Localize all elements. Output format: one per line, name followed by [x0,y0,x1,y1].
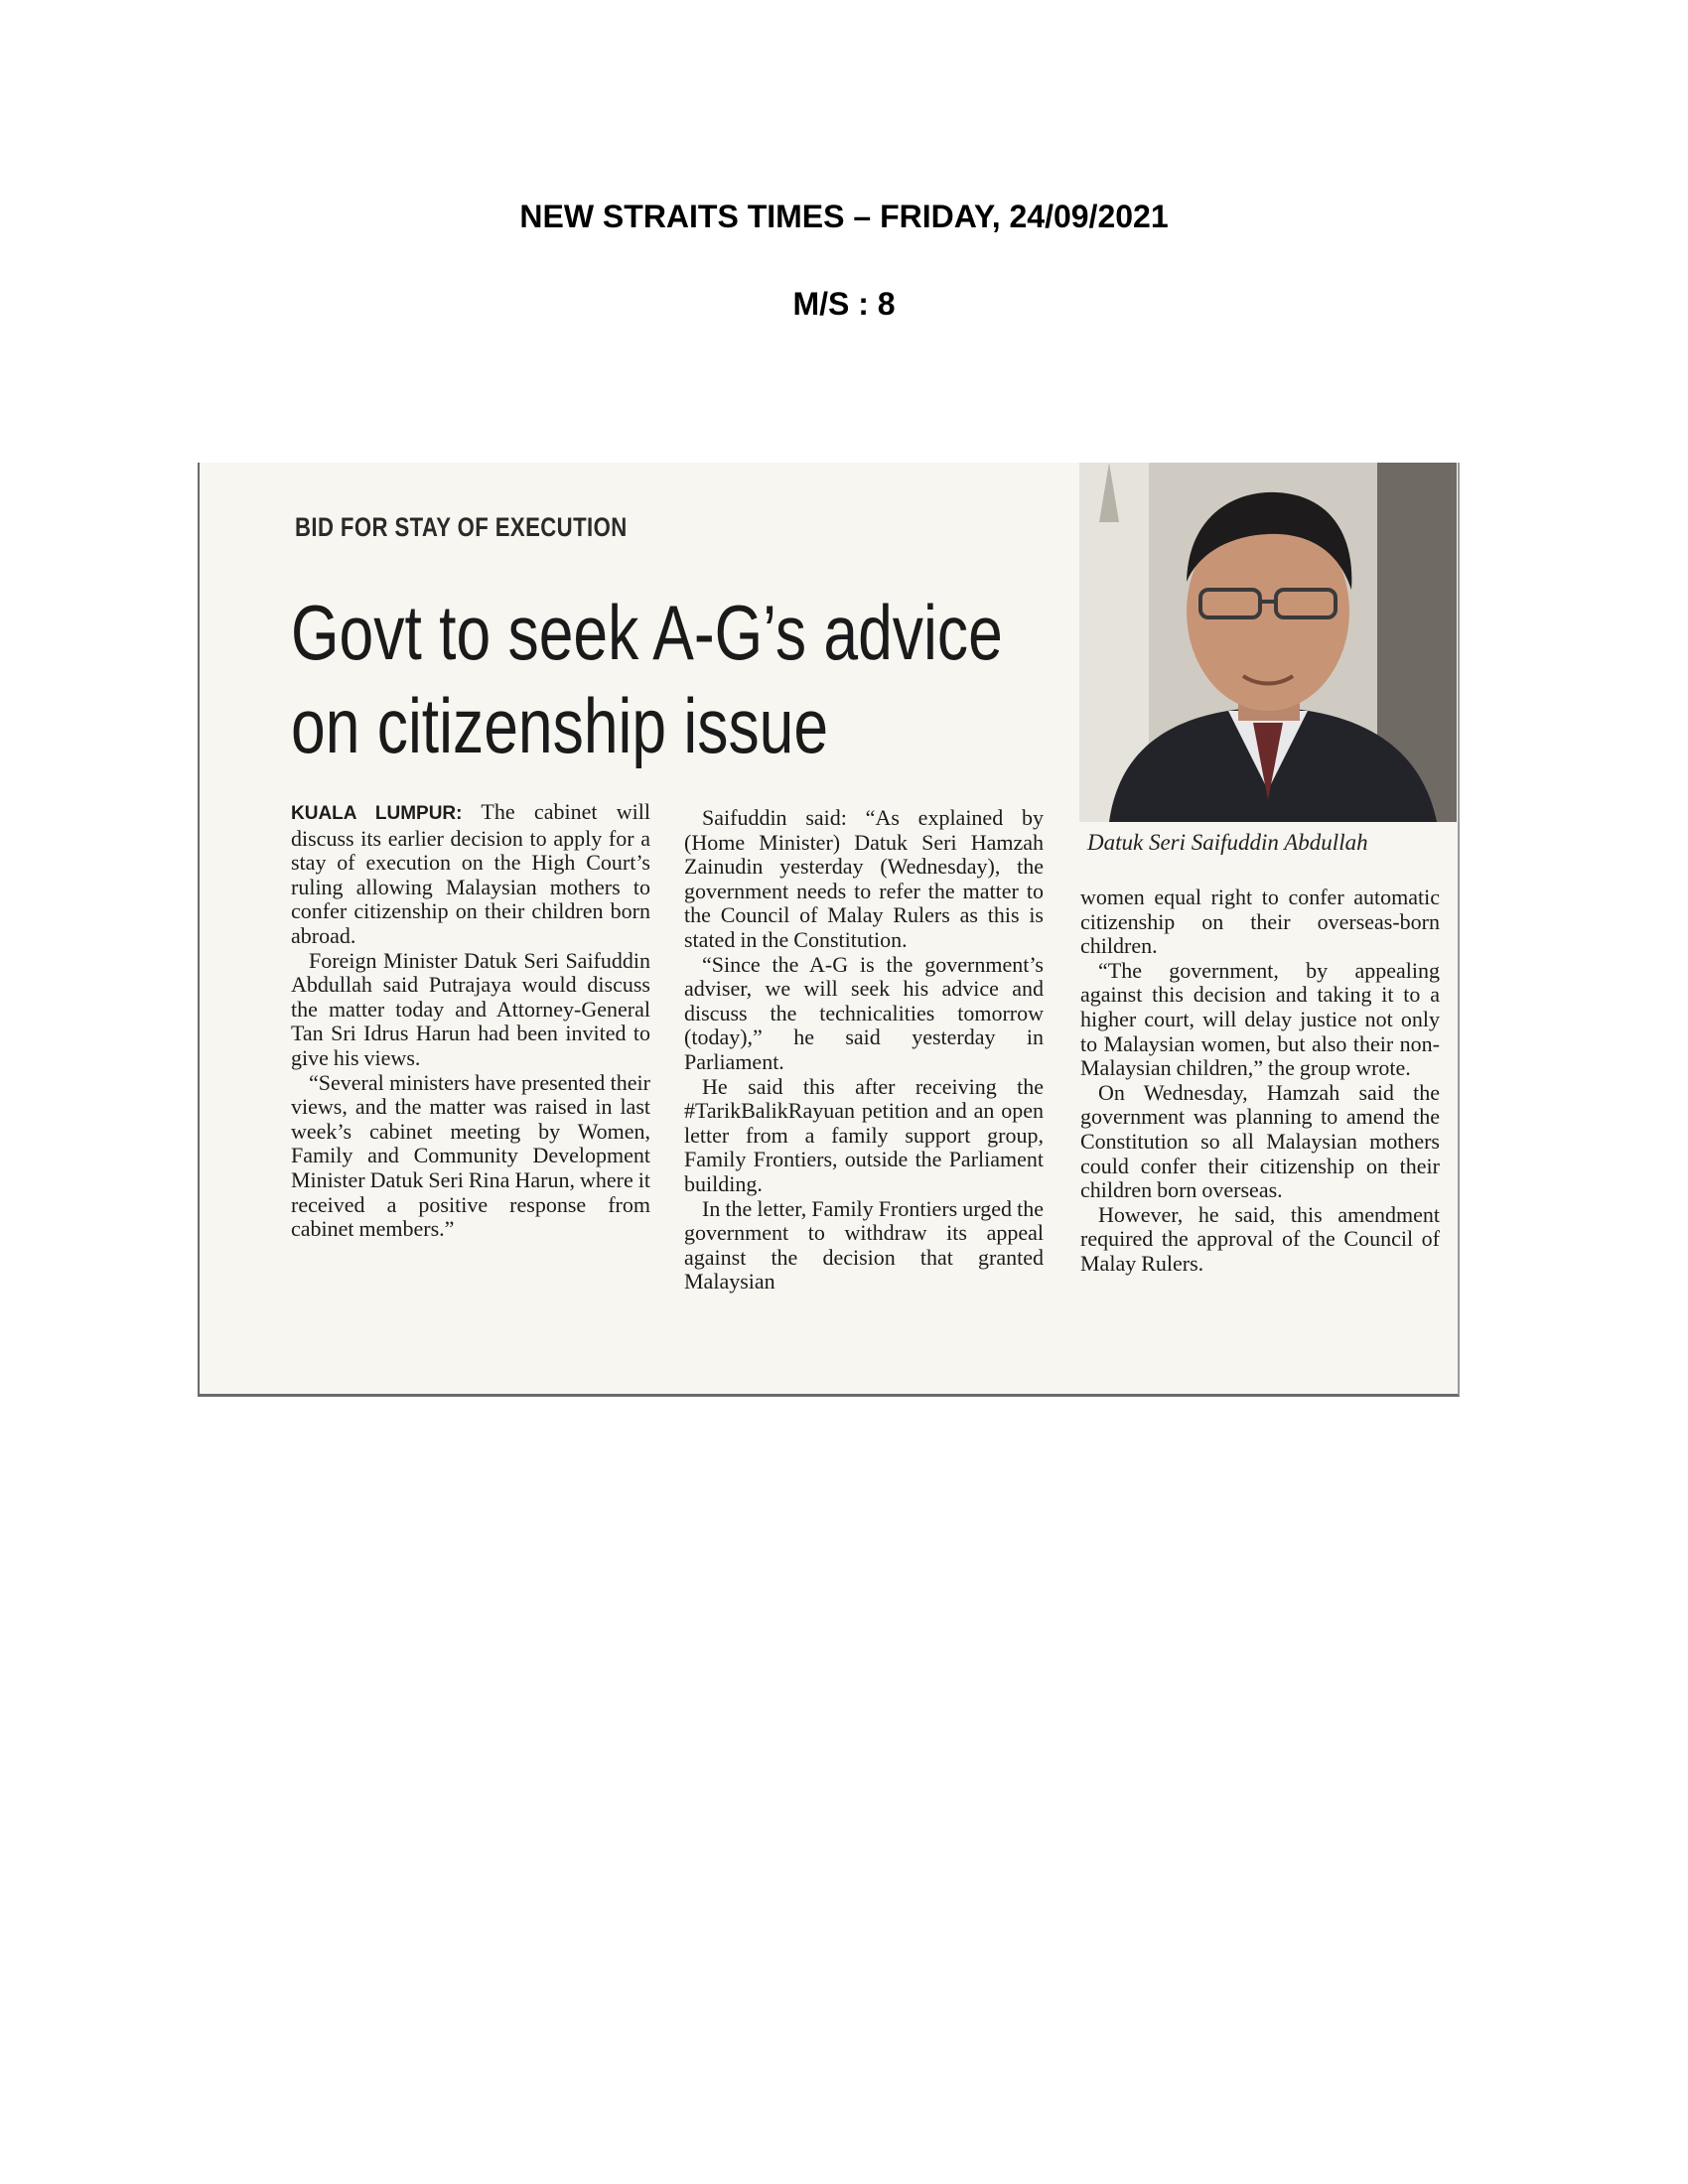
photo-caption: Datuk Seri Saifuddin Abdullah [1087,830,1368,855]
paragraph: women equal right to confer automatic citizenship on their overseas-born children. [1080,885,1440,959]
paragraph: However, he said, this amendment required the approval of the Council of Malay Rulers. [1080,1201,1440,1276]
portrait-photo [1079,463,1457,822]
paragraph: Saifuddin said: “As explained by (Home Minister) Datuk Seri Hamzah Zainudin yesterday (Wednesday), the government needs to refer the matter to the Council of Malay Rulers as this is stated in the Constitution. [684,805,1044,952]
paragraph: “Several ministers have presented their views, and the matter was raised in last week’s cabinet meeting by Women, Family and Community Development Minister Datuk Seri Rina Harun, where it received a positive response from cabinet members.” [291,1069,650,1242]
article-headline [291,586,1006,772]
portrait-illustration [1079,463,1457,822]
newspaper-clipping [198,463,1460,1397]
article-column-2 [684,806,1044,1295]
paragraph: Foreign Minister Datuk Seri Saifuddin Abdullah said Putrajaya would discuss the matter today and Attorney-General Tan Sri Idrus Harun had been invited to give his views. [291,947,650,1070]
article-kicker: BID FOR STAY OF EXECUTION [295,512,628,542]
article-column-1 [291,800,650,1242]
headline-line-1: Govt to seek A-G’s advice [291,589,1003,676]
headline-line-2: on citizenship issue [291,682,829,769]
paragraph: On Wednesday, Hamzah said the government was planning to amend the Constitution so all Malaysian mothers could confer their citizenship on their children born overseas. [1080,1079,1440,1203]
paragraph: In the letter, Family Frontiers urged the government to withdraw its appeal against the decision that granted Malaysian [684,1195,1044,1295]
page-number: M/S : 8 [792,286,896,322]
paragraph: “Since the A-G is the government’s adviser, we will seek his advice and discuss the technicalities tomorrow (today),” he said yesterday in Parliament. [684,951,1044,1074]
paragraph: “The government, by appealing against this decision and taking it to a higher court, will delay justice not only to Malaysian women, but also their non-Malaysian children,” the group wrote. [1080,957,1440,1081]
article-column-3 [1080,886,1440,1277]
dateline: KUALA LUMPUR: [291,803,463,824]
paragraph: He said this after receiving the #TarikBalikRayuan petition and an open letter from a family support group, Family Frontiers, outside the Parliament building. [684,1073,1044,1196]
document-title: NEW STRAITS TIMES – FRIDAY, 24/09/2021 [519,199,1169,234]
paragraph-text: The cabinet will discuss its earlier decision to apply for a stay of execution on the High Court’s ruling allowing Malaysian mothers to confer citizenship on their children born abroad. [291,799,650,948]
paragraph [291,800,650,949]
